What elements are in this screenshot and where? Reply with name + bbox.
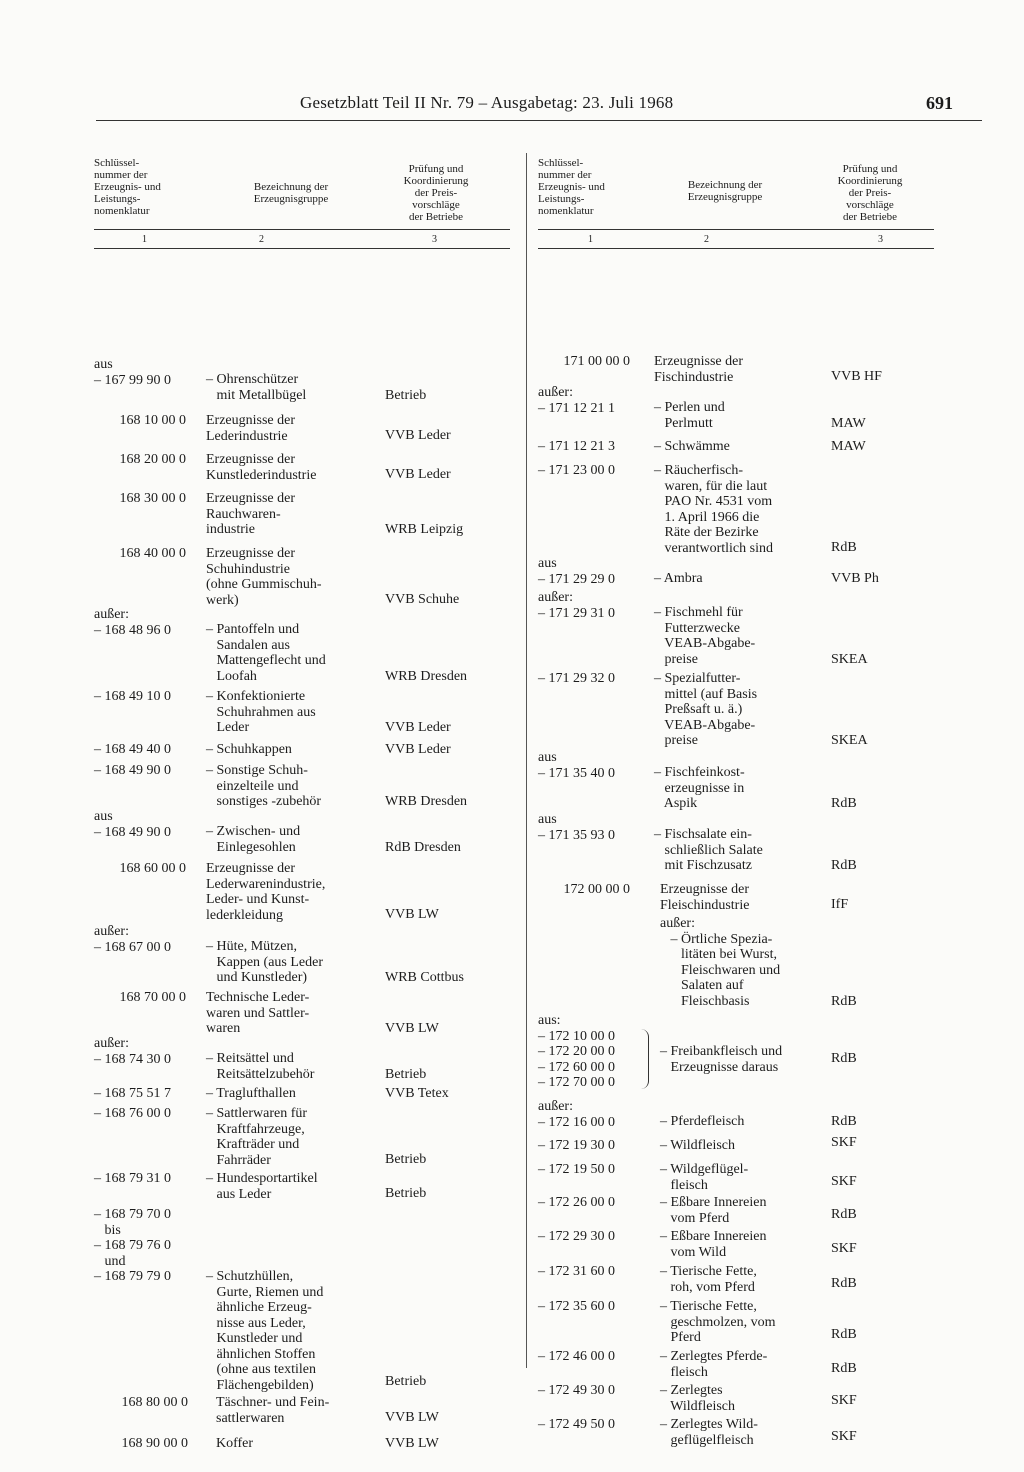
entry-authority: WRB Dresden — [385, 669, 468, 684]
entry-code: 171 00 00 0 — [563, 354, 630, 369]
entry-authority: VVB Leder — [385, 428, 451, 443]
header-key-number: Schlüssel- nummer der Erzeugnis- und Leistungs- nomenklatur — [538, 157, 605, 217]
entry-code: – 172 49 50 0 — [538, 1417, 615, 1432]
entry-description: – Zerlegtes Wild- geflügelfleisch — [660, 1417, 758, 1448]
entry-code: – 171 29 32 0 — [538, 671, 615, 686]
entry-authority: RdB — [831, 1051, 857, 1066]
entry-authority: Betrieb — [385, 1067, 427, 1082]
entry-authority: RdB — [831, 796, 857, 811]
entry-authority: Betrieb — [385, 1186, 427, 1201]
entry-description: – Eßbare Innereien vom Pferd — [660, 1195, 767, 1226]
table-header — [94, 157, 510, 229]
entry-code: – 172 26 00 0 — [538, 1195, 615, 1210]
entry-authority: RdB — [831, 1207, 857, 1222]
entry-description: – Schwämme — [654, 439, 730, 454]
entry-code: – 172 49 30 0 — [538, 1383, 615, 1398]
entry-code: 168 80 00 0 — [121, 1395, 188, 1410]
column-number-3: 3 — [432, 234, 437, 245]
entry-description: Erzeugnisse der Fleischindustrie — [660, 882, 750, 913]
entry-description: Täschner- und Fein- sattlerwaren — [216, 1395, 330, 1426]
entry-description: Erzeugnisse der Schuhindustrie (ohne Gummischuh- werk) — [206, 546, 322, 608]
entry-description: – Zerlegtes Pferde- fleisch — [660, 1349, 768, 1380]
entry-description: – Wildgeflügel- fleisch — [660, 1162, 749, 1193]
entry-description: – Spezialfutter- mittel (auf Basis Preßsaft u. ä.) VEAB-Abgabe- preise — [654, 671, 758, 748]
entry-code: außer: – 172 16 00 0 — [538, 1099, 615, 1130]
entry-description: – Hüte, Mützen, Kappen (aus Leder und Kunstleder) — [206, 939, 324, 985]
entry-code: – 168 49 10 0 — [94, 689, 171, 704]
entry-authority: SKF — [831, 1135, 857, 1150]
entry-authority: Betrieb — [385, 388, 427, 403]
entry-authority: RdB — [831, 1361, 857, 1376]
entry-code: – 168 49 90 0 — [94, 763, 171, 778]
entry-code: 168 10 00 0 — [119, 413, 186, 428]
header-key-number: Schlüssel- nummer der Erzeugnis- und Leistungs- nomenklatur — [94, 157, 161, 217]
entry-code: 168 40 00 0 — [119, 546, 186, 561]
entry-authority: WRB Cottbus — [385, 970, 464, 985]
left-column — [94, 157, 510, 1451]
entry-code: 168 90 00 0 — [121, 1436, 188, 1451]
entry-code: – 172 35 60 0 — [538, 1299, 615, 1314]
entry-authority: RdB — [831, 1327, 857, 1342]
header-group-name: Bezeichnung der Erzeugnisgruppe — [687, 179, 763, 203]
entry-code: – 168 79 31 0 — [94, 1171, 171, 1186]
entry-authority: VVB LW — [385, 907, 439, 922]
entry-code: 168 20 00 0 — [119, 452, 186, 467]
entry-description: – Fischsalate ein- schließlich Salate mit Fischzusatz — [654, 827, 763, 873]
entry-code: außer: – 171 12 21 1 — [538, 385, 615, 416]
column-number-row — [94, 230, 510, 248]
entry-code: – 168 76 00 0 — [94, 1106, 171, 1121]
entry-authority: MAW — [831, 439, 866, 454]
entry-description: – Wildfleisch — [660, 1138, 735, 1153]
entry-code: 172 00 00 0 — [563, 882, 630, 897]
entry-code: 168 60 00 0 — [119, 861, 186, 876]
entry-code: aus: – 172 10 00 0 – 172 20 00 0 – 172 60 00 0 – 172 70 00 0 — [538, 1013, 615, 1090]
entry-authority: SKF — [831, 1429, 857, 1444]
entry-authority: RdB — [831, 540, 857, 555]
entry-description: – Fischfeinkost- erzeugnisse in Aspik — [654, 765, 745, 811]
entry-authority: SKEA — [831, 652, 868, 667]
entry-code: – 168 79 70 0 bis – 168 79 76 0 und – 168 79 79 0 — [94, 1207, 171, 1284]
entry-code: außer: – 171 29 31 0 — [538, 590, 615, 621]
entry-authority: SKF — [831, 1393, 857, 1408]
page-header-title: Gesetzblatt Teil II Nr. 79 – Ausgabetag: 23. Juli 1968 — [300, 93, 674, 112]
entry-description: – Zerlegtes Wildfleisch — [660, 1383, 735, 1414]
entry-code: – 168 49 40 0 — [94, 742, 171, 757]
entry-authority: Betrieb — [385, 1152, 427, 1167]
entry-description: Koffer — [216, 1436, 254, 1451]
entry-code: aus – 171 35 40 0 — [538, 750, 615, 781]
entry-description: – Konfektionierte Schuhrahmen aus Leder — [206, 689, 316, 735]
entry-description: – Eßbare Innereien vom Wild — [660, 1229, 767, 1260]
entry-description: – Ambra — [654, 571, 703, 586]
entry-authority: WRB Leipzig — [385, 522, 464, 537]
entry-authority: RdB — [831, 1276, 857, 1291]
entry-code: 168 30 00 0 — [119, 491, 186, 506]
entry-description: Erzeugnisse der Rauchwaren- industrie — [206, 491, 296, 537]
entry-authority: VVB Leder — [385, 720, 451, 735]
page-number: 691 — [926, 93, 953, 113]
entry-description: – Schuhkappen — [206, 742, 292, 757]
entry-authority: VVB Tetex — [385, 1086, 449, 1101]
entry-description: – Ohrenschützer mit Metallbügel — [206, 372, 307, 403]
column-number-2: 2 — [704, 234, 709, 245]
entry-authority: VVB Leder — [385, 742, 451, 757]
entry-code: außer: – 168 74 30 0 — [94, 1036, 171, 1067]
entry-description: – Tierische Fette, roh, vom Pferd — [660, 1264, 757, 1295]
entry-authority: SKEA — [831, 733, 868, 748]
entry-authority: VVB HF — [831, 369, 882, 384]
entry-description: Erzeugnisse der Lederwarenindustrie, Leder- und Kunst- lederkleidung — [206, 861, 326, 923]
entry-description: – Sattlerwaren für Kraftfahrzeuge, Krafträder und Fahrräder — [206, 1106, 308, 1168]
entry-authority: SKF — [831, 1241, 857, 1256]
entry-code: – 172 19 50 0 — [538, 1162, 615, 1177]
entry-description: Erzeugnisse der Kunstlederindustrie — [206, 452, 317, 483]
entry-authority: VVB Leder — [385, 467, 451, 482]
entry-description: Technische Leder- waren und Sattler- waren — [206, 990, 310, 1036]
entry-description: – Räucherfisch- waren, für die laut PAO Nr. 4531 vom 1. April 1966 die Räte der Bezirke verantwortlich sind — [654, 463, 773, 556]
column-number-2: 2 — [259, 234, 264, 245]
right-column — [538, 157, 934, 1448]
entry-description: – Reitsättel und Reitsättelzubehör — [206, 1051, 315, 1082]
entry-code: – 172 19 30 0 — [538, 1138, 615, 1153]
entry-authority: RdB — [831, 858, 857, 873]
entry-code: aus – 168 49 90 0 — [94, 809, 171, 840]
entry-description: – Traglufthallen — [206, 1086, 296, 1101]
entry-code: – 172 29 30 0 — [538, 1229, 615, 1244]
entry-authority: Betrieb — [385, 1374, 427, 1389]
entry-authority: VVB Ph — [831, 571, 879, 586]
column-number-rule — [538, 248, 934, 249]
entry-authority: VVB Schuhe — [385, 592, 460, 607]
entry-description: – Freibankfleisch und Erzeugnisse daraus — [660, 1044, 783, 1075]
entry-code: – 171 23 00 0 — [538, 463, 615, 478]
header-rule — [96, 120, 982, 121]
entry-description: Erzeugnisse der Fischindustrie — [654, 354, 744, 385]
column-divider — [526, 153, 527, 1368]
entry-description: – Tierische Fette, geschmolzen, vom Pferd — [660, 1299, 776, 1345]
entry-authority: RdB — [831, 1114, 857, 1129]
entry-description: – Pferdefleisch — [660, 1114, 745, 1129]
entry-code: aus – 171 29 29 0 — [538, 556, 615, 587]
entry-authority: SKF — [831, 1174, 857, 1189]
column-number-3: 3 — [878, 234, 883, 245]
entry-authority: RdB — [831, 994, 857, 1009]
entry-code: – 168 75 51 7 — [94, 1086, 171, 1101]
entry-description: außer: – Örtliche Spezia- litäten bei Wurst, Fleischwaren und Salaten auf Fleischbasis — [660, 916, 781, 1009]
entry-description: – Sonstige Schuh- einzelteile und sonstiges -zubehör — [206, 763, 322, 809]
column-number-rule — [94, 248, 510, 249]
entry-code: aus – 171 35 93 0 — [538, 812, 615, 843]
entry-authority: VVB LW — [385, 1021, 439, 1036]
entry-code: außer: – 168 48 96 0 — [94, 607, 171, 638]
entry-description: Erzeugnisse der Lederindustrie — [206, 413, 296, 444]
entry-authority: VVB LW — [385, 1410, 439, 1425]
entry-authority: MAW — [831, 416, 866, 431]
entry-code: – 172 46 00 0 — [538, 1349, 615, 1364]
entry-code: – 171 12 21 3 — [538, 439, 615, 454]
entry-code: 168 70 00 0 — [119, 990, 186, 1005]
entry-description: – Zwischen- und Einlegesohlen — [206, 824, 301, 855]
entry-description: – Fischmehl für Futterzwecke VEAB-Abgabe- preise — [654, 605, 756, 667]
entry-code: aus – 167 99 90 0 — [94, 357, 171, 388]
entry-authority: IfF — [831, 897, 849, 912]
column-number-1: 1 — [588, 234, 593, 245]
header-group-name: Bezeichnung der Erzeugnisgruppe — [253, 181, 329, 205]
entry-description: – Hundesportartikel aus Leder — [206, 1171, 318, 1202]
entry-description: – Schutzhüllen, Gurte, Riemen und ähnliche Erzeug- nisse aus Leder, Kunstleder und ähnlichen Stoffen (ohne aus textilen Flächengebilden) — [206, 1269, 324, 1393]
entry-authority: VVB LW — [385, 1436, 439, 1451]
column-number-row — [538, 230, 934, 248]
entry-authority: WRB Dresden — [385, 794, 468, 809]
grouping-brace — [640, 1029, 649, 1089]
table-header — [538, 157, 934, 229]
entry-code: außer: – 168 67 00 0 — [94, 924, 171, 955]
column-number-1: 1 — [142, 234, 147, 245]
entry-code: – 172 31 60 0 — [538, 1264, 615, 1279]
entry-description: – Pantoffeln und Sandalen aus Mattengeflecht und Loofah — [206, 622, 326, 684]
header-price-review: Prüfung und Koordinierung der Preis- vorschläge der Betriebe — [837, 163, 903, 223]
entry-description: – Perlen und Perlmutt — [654, 400, 725, 431]
entry-authority: RdB Dresden — [385, 840, 461, 855]
header-price-review: Prüfung und Koordinierung der Preis- vorschläge der Betriebe — [403, 163, 469, 223]
